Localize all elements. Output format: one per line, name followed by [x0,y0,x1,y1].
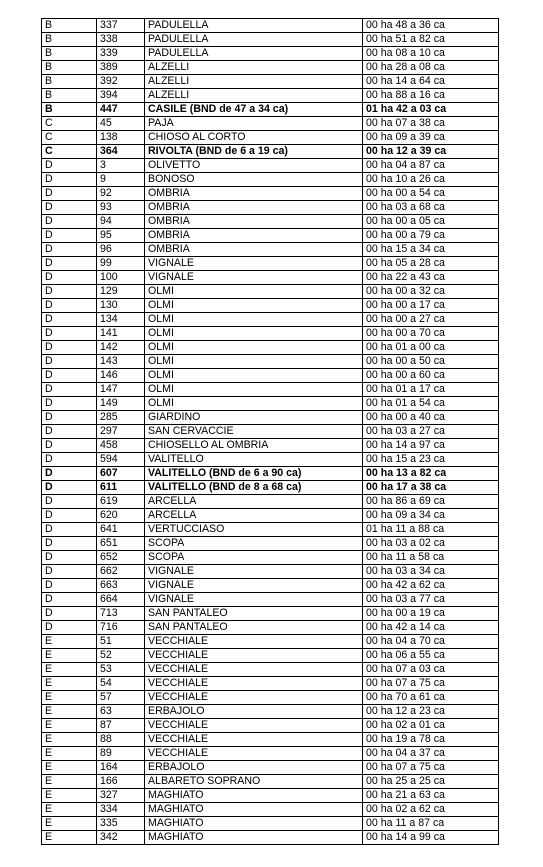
table-row [42,691,499,705]
parcel-number-cell: 662 [97,565,145,579]
locality-cell: ARCELLA [145,509,363,523]
area-cell: 00 ha 01 a 17 ca [363,383,499,397]
locality-cell: VIGNALE [145,579,363,593]
area-cell: 00 ha 70 a 61 ca [363,691,499,705]
table-row [42,453,499,467]
locality-cell: CHIOSO AL CORTO [145,131,363,145]
parcel-number-cell: 94 [97,215,145,229]
parcel-number-cell: 89 [97,747,145,761]
locality-cell: VECCHIALE [145,649,363,663]
sheet-cell: E [42,691,97,705]
locality-cell: OLMI [145,313,363,327]
sheet-cell: B [42,75,97,89]
table-row [42,747,499,761]
area-cell: 00 ha 21 a 63 ca [363,789,499,803]
locality-cell: SAN PANTALEO [145,621,363,635]
sheet-cell: E [42,747,97,761]
table-row [42,495,499,509]
table-row [42,243,499,257]
locality-cell: CASILE (BND de 47 a 34 ca) [145,103,363,117]
area-cell: 00 ha 07 a 03 ca [363,663,499,677]
table-row [42,117,499,131]
table-row [42,327,499,341]
locality-cell: OMBRIA [145,229,363,243]
sheet-cell: D [42,229,97,243]
parcel-number-cell: 337 [97,19,145,33]
area-cell: 00 ha 00 a 27 ca [363,313,499,327]
sheet-cell: D [42,439,97,453]
sheet-cell: D [42,201,97,215]
parcel-number-cell: 285 [97,411,145,425]
parcel-number-cell: 342 [97,831,145,845]
sheet-cell: D [42,397,97,411]
sheet-cell: D [42,299,97,313]
sheet-cell: E [42,677,97,691]
sheet-cell: D [42,593,97,607]
table-row [42,803,499,817]
parcel-number-cell: 389 [97,61,145,75]
sheet-cell: E [42,719,97,733]
parcel-number-cell: 138 [97,131,145,145]
parcel-number-cell: 394 [97,89,145,103]
table-row [42,285,499,299]
locality-cell: MAGHIATO [145,817,363,831]
area-cell: 00 ha 19 a 78 ca [363,733,499,747]
area-cell: 01 ha 11 a 88 ca [363,523,499,537]
sheet-cell: D [42,355,97,369]
locality-cell: RIVOLTA (BND de 6 a 19 ca) [145,145,363,159]
locality-cell: ALZELLI [145,61,363,75]
area-cell: 00 ha 08 a 10 ca [363,47,499,61]
parcel-number-cell: 594 [97,453,145,467]
sheet-cell: E [42,705,97,719]
parcel-number-cell: 713 [97,607,145,621]
area-cell: 00 ha 14 a 64 ca [363,75,499,89]
locality-cell: MAGHIATO [145,789,363,803]
locality-cell: ARCELLA [145,495,363,509]
table-row [42,579,499,593]
table-row [42,537,499,551]
area-cell: 00 ha 09 a 39 ca [363,131,499,145]
locality-cell: SAN PANTALEO [145,607,363,621]
sheet-cell: E [42,663,97,677]
sheet-cell: D [42,537,97,551]
table-row [42,229,499,243]
parcel-number-cell: 663 [97,579,145,593]
area-cell: 00 ha 00 a 70 ca [363,327,499,341]
area-cell: 00 ha 03 a 02 ca [363,537,499,551]
area-cell: 00 ha 00 a 60 ca [363,369,499,383]
parcel-number-cell: 297 [97,425,145,439]
sheet-cell: D [42,383,97,397]
locality-cell: VALITELLO [145,453,363,467]
table-row [42,439,499,453]
parcel-number-cell: 164 [97,761,145,775]
parcel-number-cell: 652 [97,551,145,565]
area-cell: 00 ha 07 a 75 ca [363,761,499,775]
table-row [42,33,499,47]
table-row [42,817,499,831]
area-cell: 00 ha 06 a 55 ca [363,649,499,663]
area-cell: 00 ha 22 a 43 ca [363,271,499,285]
table-row [42,131,499,145]
parcel-number-cell: 611 [97,481,145,495]
area-cell: 00 ha 88 a 16 ca [363,89,499,103]
sheet-cell: D [42,215,97,229]
area-cell: 00 ha 25 a 25 ca [363,775,499,789]
parcel-number-cell: 335 [97,817,145,831]
locality-cell: OLMI [145,369,363,383]
sheet-cell: D [42,159,97,173]
sheet-cell: B [42,47,97,61]
area-cell: 00 ha 00 a 05 ca [363,215,499,229]
sheet-cell: B [42,61,97,75]
sheet-cell: D [42,173,97,187]
sheet-cell: D [42,467,97,481]
area-cell: 00 ha 12 a 39 ca [363,145,499,159]
parcel-number-cell: 651 [97,537,145,551]
locality-cell: VIGNALE [145,271,363,285]
table-row [42,159,499,173]
table-row [42,89,499,103]
area-cell: 00 ha 11 a 87 ca [363,817,499,831]
table-row [42,341,499,355]
locality-cell: OLMI [145,355,363,369]
table-row [42,775,499,789]
table-row [42,509,499,523]
locality-cell: ALZELLI [145,75,363,89]
parcel-number-cell: 327 [97,789,145,803]
parcel-number-cell: 607 [97,467,145,481]
table-row [42,369,499,383]
area-cell: 00 ha 13 a 82 ca [363,467,499,481]
table-row [42,663,499,677]
area-cell: 00 ha 02 a 62 ca [363,803,499,817]
sheet-cell: D [42,621,97,635]
parcel-number-cell: 100 [97,271,145,285]
table-row [42,201,499,215]
locality-cell: ALZELLI [145,89,363,103]
locality-cell: PADULELLA [145,47,363,61]
area-cell: 00 ha 07 a 75 ca [363,677,499,691]
area-cell: 00 ha 02 a 01 ca [363,719,499,733]
sheet-cell: D [42,607,97,621]
area-cell: 00 ha 07 a 38 ca [363,117,499,131]
sheet-cell: E [42,817,97,831]
table-row [42,621,499,635]
parcel-number-cell: 88 [97,733,145,747]
table-row [42,649,499,663]
table-row [42,565,499,579]
locality-cell: VALITELLO (BND de 8 a 68 ca) [145,481,363,495]
table-row [42,47,499,61]
table-row [42,635,499,649]
area-cell: 00 ha 03 a 34 ca [363,565,499,579]
area-cell: 00 ha 00 a 54 ca [363,187,499,201]
locality-cell: VECCHIALE [145,719,363,733]
locality-cell: VECCHIALE [145,691,363,705]
parcel-number-cell: 45 [97,117,145,131]
locality-cell: PADULELLA [145,19,363,33]
sheet-cell: D [42,313,97,327]
parcel-number-cell: 129 [97,285,145,299]
sheet-cell: D [42,285,97,299]
sheet-cell: E [42,649,97,663]
locality-cell: PAJA [145,117,363,131]
parcel-number-cell: 447 [97,103,145,117]
parcel-number-cell: 338 [97,33,145,47]
table-row [42,733,499,747]
locality-cell: VECCHIALE [145,663,363,677]
sheet-cell: D [42,369,97,383]
area-cell: 00 ha 17 a 38 ca [363,481,499,495]
area-cell: 00 ha 12 a 23 ca [363,705,499,719]
sheet-cell: D [42,327,97,341]
table-row [42,103,499,117]
area-cell: 00 ha 01 a 00 ca [363,341,499,355]
sheet-cell: D [42,551,97,565]
parcel-number-cell: 96 [97,243,145,257]
locality-cell: MAGHIATO [145,831,363,845]
sheet-cell: D [42,187,97,201]
sheet-cell: D [42,341,97,355]
sheet-cell: D [42,523,97,537]
parcel-number-cell: 334 [97,803,145,817]
table-row [42,61,499,75]
sheet-cell: E [42,831,97,845]
table-row [42,313,499,327]
parcel-number-cell: 141 [97,327,145,341]
sheet-cell: D [42,481,97,495]
locality-cell: ERBAJOLO [145,761,363,775]
parcel-number-cell: 619 [97,495,145,509]
area-cell: 00 ha 15 a 34 ca [363,243,499,257]
parcel-number-cell: 364 [97,145,145,159]
area-cell: 00 ha 00 a 32 ca [363,285,499,299]
table-row [42,761,499,775]
parcel-number-cell: 130 [97,299,145,313]
parcel-number-cell: 99 [97,257,145,271]
table-row [42,299,499,313]
locality-cell: VECCHIALE [145,635,363,649]
sheet-cell: D [42,495,97,509]
locality-cell: SCOPA [145,551,363,565]
table-row [42,271,499,285]
sheet-cell: E [42,761,97,775]
sheet-cell: D [42,509,97,523]
parcel-number-cell: 93 [97,201,145,215]
area-cell: 00 ha 48 a 36 ca [363,19,499,33]
table-row [42,257,499,271]
table-row [42,215,499,229]
area-cell: 00 ha 00 a 40 ca [363,411,499,425]
table-row [42,355,499,369]
area-cell: 00 ha 51 a 82 ca [363,33,499,47]
area-cell: 00 ha 01 a 54 ca [363,397,499,411]
table-row [42,551,499,565]
area-cell: 00 ha 03 a 68 ca [363,201,499,215]
parcel-number-cell: 641 [97,523,145,537]
parcel-number-cell: 664 [97,593,145,607]
table-row [42,187,499,201]
sheet-cell: E [42,803,97,817]
parcel-number-cell: 392 [97,75,145,89]
table-row [42,173,499,187]
sheet-cell: D [42,425,97,439]
area-cell: 00 ha 03 a 77 ca [363,593,499,607]
sheet-cell: E [42,635,97,649]
locality-cell: CHIOSELLO AL OMBRIA [145,439,363,453]
area-cell: 00 ha 04 a 87 ca [363,159,499,173]
sheet-cell: C [42,131,97,145]
parcel-number-cell: 620 [97,509,145,523]
parcel-number-cell: 51 [97,635,145,649]
locality-cell: VIGNALE [145,593,363,607]
area-cell: 00 ha 05 a 28 ca [363,257,499,271]
locality-cell: ERBAJOLO [145,705,363,719]
locality-cell: VALITELLO (BND de 6 a 90 ca) [145,467,363,481]
sheet-cell: E [42,775,97,789]
area-cell: 00 ha 42 a 14 ca [363,621,499,635]
locality-cell: OLMI [145,341,363,355]
locality-cell: VIGNALE [145,565,363,579]
sheet-cell: C [42,117,97,131]
area-cell: 00 ha 42 a 62 ca [363,579,499,593]
parcel-number-cell: 166 [97,775,145,789]
parcel-number-cell: 95 [97,229,145,243]
locality-cell: OLIVETTO [145,159,363,173]
parcel-register-table [41,18,499,845]
table-row [42,383,499,397]
area-cell: 01 ha 42 a 03 ca [363,103,499,117]
area-cell: 00 ha 00 a 19 ca [363,607,499,621]
sheet-cell: D [42,411,97,425]
parcel-number-cell: 149 [97,397,145,411]
table-row [42,607,499,621]
parcel-number-cell: 146 [97,369,145,383]
locality-cell: OLMI [145,383,363,397]
sheet-cell: E [42,789,97,803]
parcel-number-cell: 57 [97,691,145,705]
table-row [42,523,499,537]
sheet-cell: B [42,89,97,103]
table-row [42,75,499,89]
area-cell: 00 ha 03 a 27 ca [363,425,499,439]
locality-cell: SCOPA [145,537,363,551]
locality-cell: OMBRIA [145,187,363,201]
locality-cell: VECCHIALE [145,747,363,761]
area-cell: 00 ha 14 a 99 ca [363,831,499,845]
table-row [42,593,499,607]
table-row [42,411,499,425]
locality-cell: OLMI [145,327,363,341]
sheet-cell: E [42,733,97,747]
parcel-number-cell: 716 [97,621,145,635]
locality-cell: SAN CERVACCIE [145,425,363,439]
locality-cell: VERTUCCIASO [145,523,363,537]
area-cell: 00 ha 28 a 08 ca [363,61,499,75]
locality-cell: OMBRIA [145,201,363,215]
sheet-cell: C [42,145,97,159]
parcel-number-cell: 458 [97,439,145,453]
area-cell: 00 ha 00 a 17 ca [363,299,499,313]
table-row [42,425,499,439]
area-cell: 00 ha 00 a 79 ca [363,229,499,243]
parcel-number-cell: 134 [97,313,145,327]
sheet-cell: B [42,33,97,47]
table-row [42,481,499,495]
parcel-number-cell: 52 [97,649,145,663]
locality-cell: VECCHIALE [145,677,363,691]
table-row [42,467,499,481]
area-cell: 00 ha 15 a 23 ca [363,453,499,467]
area-cell: 00 ha 09 a 34 ca [363,509,499,523]
table-row [42,397,499,411]
parcel-number-cell: 53 [97,663,145,677]
locality-cell: OLMI [145,285,363,299]
locality-cell: OMBRIA [145,215,363,229]
table-row [42,831,499,845]
parcel-number-cell: 143 [97,355,145,369]
table-row [42,789,499,803]
sheet-cell: D [42,579,97,593]
area-cell: 00 ha 11 a 58 ca [363,551,499,565]
parcel-number-cell: 339 [97,47,145,61]
locality-cell: OLMI [145,299,363,313]
table-row [42,705,499,719]
parcel-number-cell: 92 [97,187,145,201]
sheet-cell: D [42,565,97,579]
table-row [42,19,499,33]
parcel-number-cell: 3 [97,159,145,173]
locality-cell: MAGHIATO [145,803,363,817]
sheet-cell: B [42,103,97,117]
area-cell: 00 ha 04 a 37 ca [363,747,499,761]
area-cell: 00 ha 10 a 26 ca [363,173,499,187]
locality-cell: ALBARETO SOPRANO [145,775,363,789]
parcel-number-cell: 9 [97,173,145,187]
parcel-number-cell: 54 [97,677,145,691]
sheet-cell: D [42,271,97,285]
area-cell: 00 ha 00 a 50 ca [363,355,499,369]
locality-cell: BONOSO [145,173,363,187]
table-body [42,19,499,845]
locality-cell: OMBRIA [145,243,363,257]
locality-cell: OLMI [145,397,363,411]
locality-cell: VIGNALE [145,257,363,271]
parcel-number-cell: 142 [97,341,145,355]
sheet-cell: D [42,243,97,257]
area-cell: 00 ha 04 a 70 ca [363,635,499,649]
sheet-cell: D [42,257,97,271]
sheet-cell: B [42,19,97,33]
area-cell: 00 ha 14 a 97 ca [363,439,499,453]
parcel-number-cell: 63 [97,705,145,719]
sheet-cell: D [42,453,97,467]
locality-cell: GIARDINO [145,411,363,425]
area-cell: 00 ha 86 a 69 ca [363,495,499,509]
locality-cell: PADULELLA [145,33,363,47]
table-row [42,677,499,691]
parcel-number-cell: 147 [97,383,145,397]
parcel-number-cell: 87 [97,719,145,733]
locality-cell: VECCHIALE [145,733,363,747]
table-row [42,145,499,159]
table-row [42,719,499,733]
